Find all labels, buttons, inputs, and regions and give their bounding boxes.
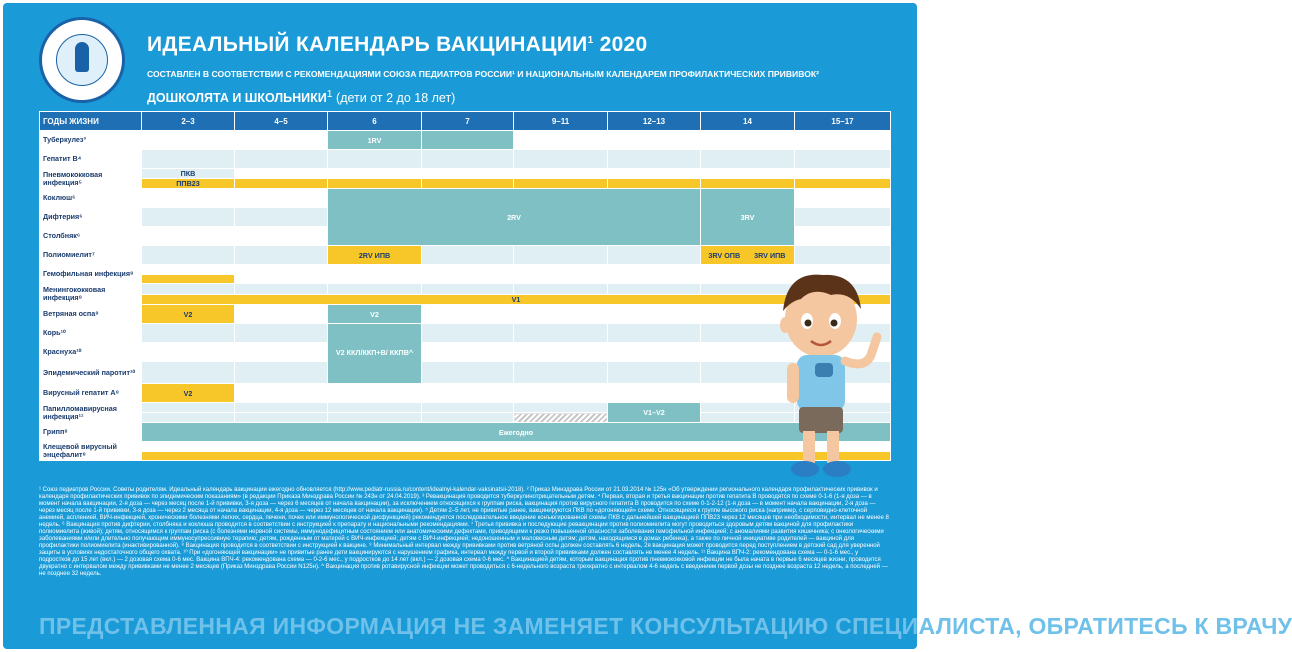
column-header: 12–13: [608, 112, 701, 131]
column-header: 7: [422, 112, 514, 131]
footnotes: ¹ Союз педиатров России. Советы родителям. Идеальный календарь вакцинации ежегодно обновляется (http://www.pediatr-russia.ru/content/idealnyi-kalendar-vaksinatsii-2018). ² Приказ Минздрава России от 21.03.2014 № 125н «Об утверждении регионального календаря профилактических прививок и календаря профилактических прививок по эпидемическим показаниям» (в редакции Приказа Минздрава России № 243н от 24.04.2019). ³ Ревакцинация проводится туберкулинотрицательным детям. ⁴ Первая, вторая и третья вакцинации против гепатита В проводятся по схеме 0-1-6 (1-я доза — в момент начала вакцинации, 2-я доза — через месяц после 1-й прививки, 3-я доза — через 6 месяцев от начала вакцинации), за исключением относящихся к группам риска, вакцинация против вирусного гепатита В проводится по схеме 0-1-2-12 (1-я доза — в момент начала вакцинации, 2-я доза — через месяц после 1-й прививки, 3-я доза — через 2 месяца от начала вакцинации, 4-я доза — через 12 месяцев от начала вакцинации). ⁵ Детям 2–5 лет, не привитые ранее, вакцинируются ПКВ по «догоняющей» схеме. Относящиеся к группе высокого риска (например, с серповидно-клеточной анемией, асплениeй, ВИЧ-инфекцией, хроническими болезнями легких, сердца, печени, почек или иммунологической дисфункцией) рекомендуется последовательное введение конъюгированной схемы ПКВ с дальнейшей вакцинацией ППВ23 через 12 месяцев при необходимости, интервал не менее 8 недель. ⁶ Вакцинация против дифтерии, столбняка и коклюша проводится в соответствии с инструкцией к препарату и национальными рекомендациями. ⁷ Третья прививка и последующие ревакцинации против полиомиелита могут проводиться здоровым детям вакциной для профилактики полиомиелита (живой); детям, относящимся к группам риска (с болезнями нервной системы, иммунодефицитным состоянием или анатомическими дефектами, приводящими к резко повышенной опасности заболевания гемофильной инфекцией; с аномалиями развития кишечника; с онкологическими заболеваниями и/или длительно получающим иммуносупрессивную терапию; детям, рожденным от матерей с ВИЧ-инфекцией; детям с ВИЧ-инфекцией; недоношенным и маловесным детям; детям, находящимся в домах ребенка), а также по личной инициативе родителей — вакциной для профилактики полиомиелита (инактивированной). ⁸ Вакцинация проводится в соответствии с инструкцией к вакцине. ⁹ Минимальный интервал между прививками против ветряной оспы должен составлять 6 недель, 2я вакцинация может проводится перед поступлением в детский сад для уверенной защиты в условиях недостаточного общего охвата. ¹⁰ При «догоняющей вакцинации» не привитые ранее дети вакцинируются с нарушением графика, интервал между первой и второй прививками должен составлять не менее 4 недель. ¹¹ Вакцина ВПЧ-2: рекомендована схема — 0-1-6 мес., у подростков до 15 лет (вкл.) — 2 дозовая схема 0-6 мес. Вакцина ВПЧ-4: рекомендована схема — 0-2-6 мес., у подростков до 14 лет (вкл.) — 2 дозовая схема 0-6 мес. ^ Вакцинацией детям, которым вакцинация против пневмококковой инфекции не была начата в первые 6 месяцев жизни, проводится двукратно с интервалом между прививками не менее 2 месяцев (Приказ Минздрава России N125н). ^ Вакцинация против ротавирусной инфекции может проводиться с 6-недельного возраста трехкратно с интервалом 4-6 недель с введением первой дозы не позднее возраста 12 недель, а последней — не позднее 32 недель.: [39, 487, 889, 578]
vaccine-name: Корь¹⁰: [40, 324, 142, 343]
vaccine-name: Столбняк⁶: [40, 227, 142, 246]
disclaimer-banner: ПРЕДСТАВЛЕННАЯ ИНФОРМАЦИЯ НЕ ЗАМЕНЯЕТ КОНСУЛЬТАЦИЮ СПЕЦИАЛИСТА, ОБРАТИТЕСЬ К ВРАЧУ: [39, 613, 1292, 639]
vaccine-cell: 3RV: [701, 189, 795, 246]
vaccine-name: Гемофильная инфекция⁸: [40, 265, 142, 284]
vaccine-cell: V2: [328, 305, 422, 324]
vaccine-cell: V2 ККЛ/ККП+В/ ККПВ^: [328, 324, 422, 384]
vaccine-name: Грипп⁸: [40, 423, 142, 442]
vaccine-name: Туберкулез³: [40, 131, 142, 150]
column-header: 15–17: [795, 112, 891, 131]
vaccine-name: Коклюш⁶: [40, 189, 142, 208]
column-header: 6: [328, 112, 422, 131]
table-row: [40, 179, 891, 189]
section-heading: ДОШКОЛЯТА И ШКОЛЬНИКИ$^1$ (дети от 2 до 18 лет): [147, 89, 456, 106]
vaccine-name: Дифтерия⁶: [40, 208, 142, 227]
vaccine-name: Менингококковая инфекция⁸: [40, 284, 142, 305]
vaccine-name: Пневмококковая инфекция⁵: [40, 169, 142, 189]
table-header-row: [40, 112, 891, 131]
vaccine-name: Папилломавирусная инфекция¹¹: [40, 403, 142, 423]
table-row: [40, 169, 891, 179]
column-header: 4–5: [235, 112, 328, 131]
poster: [3, 3, 1292, 649]
vaccine-name: Вирусный гепатит А⁸: [40, 384, 142, 403]
vaccine-cell: V2: [142, 305, 235, 324]
table-row: [40, 131, 891, 150]
vaccine-cell: ПКВ: [142, 169, 235, 179]
vaccine-name: Клещевой вирусный энцефалит⁸: [40, 442, 142, 461]
vaccine-name: Краснуха¹⁰: [40, 343, 142, 362]
table-row: [40, 246, 891, 265]
column-header: 9–11: [514, 112, 608, 131]
vaccine-cell: V1: [142, 295, 891, 305]
vaccine-cell: V2: [142, 384, 235, 403]
boy-illustration: [761, 265, 891, 483]
logo: [39, 17, 125, 103]
vaccine-cell: Ежегодно: [142, 423, 891, 442]
vaccine-cell: 2RV ИПВ: [328, 246, 422, 265]
page-title: ИДЕАЛЬНЫЙ КАЛЕНДАРЬ ВАКЦИНАЦИИ$^1$ 2020: [147, 33, 648, 56]
vaccine-cell: 3RV ОПВ: [708, 250, 741, 260]
table-row: [40, 150, 891, 169]
logo-child-figure-icon: [75, 42, 89, 72]
vaccine-cell: 2RV: [328, 189, 701, 246]
vaccine-cell: 3RV ИПВ: [754, 250, 786, 260]
vaccine-cell: ППВ23: [142, 179, 235, 189]
column-header: 2–3: [142, 112, 235, 131]
vaccine-name: Полиомиелит⁷: [40, 246, 142, 265]
vaccine-cell: 1RV: [328, 131, 422, 150]
column-header: ГОДЫ ЖИЗНИ: [40, 112, 142, 131]
vaccine-name: Эпидемический паротит¹⁰: [40, 362, 142, 384]
vaccine-cell: V1–V2: [608, 403, 701, 423]
vaccine-name: Ветряная оспа⁹: [40, 305, 142, 324]
hatched-cell: [514, 413, 608, 423]
column-header: 14: [701, 112, 795, 131]
table-row: [40, 189, 891, 208]
page-subtitle: СОСТАВЛЕН В СООТВЕТСТВИИ С РЕКОМЕНДАЦИЯМИ СОЮЗА ПЕДИАТРОВ РОССИИ¹ И НАЦИОНАЛЬНЫМ КАЛЕНДАРЕМ ПРОФИЛАКТИЧЕСКИХ ПРИВИВОК²: [147, 69, 819, 79]
vaccine-name: Гепатит В⁴: [40, 150, 142, 169]
